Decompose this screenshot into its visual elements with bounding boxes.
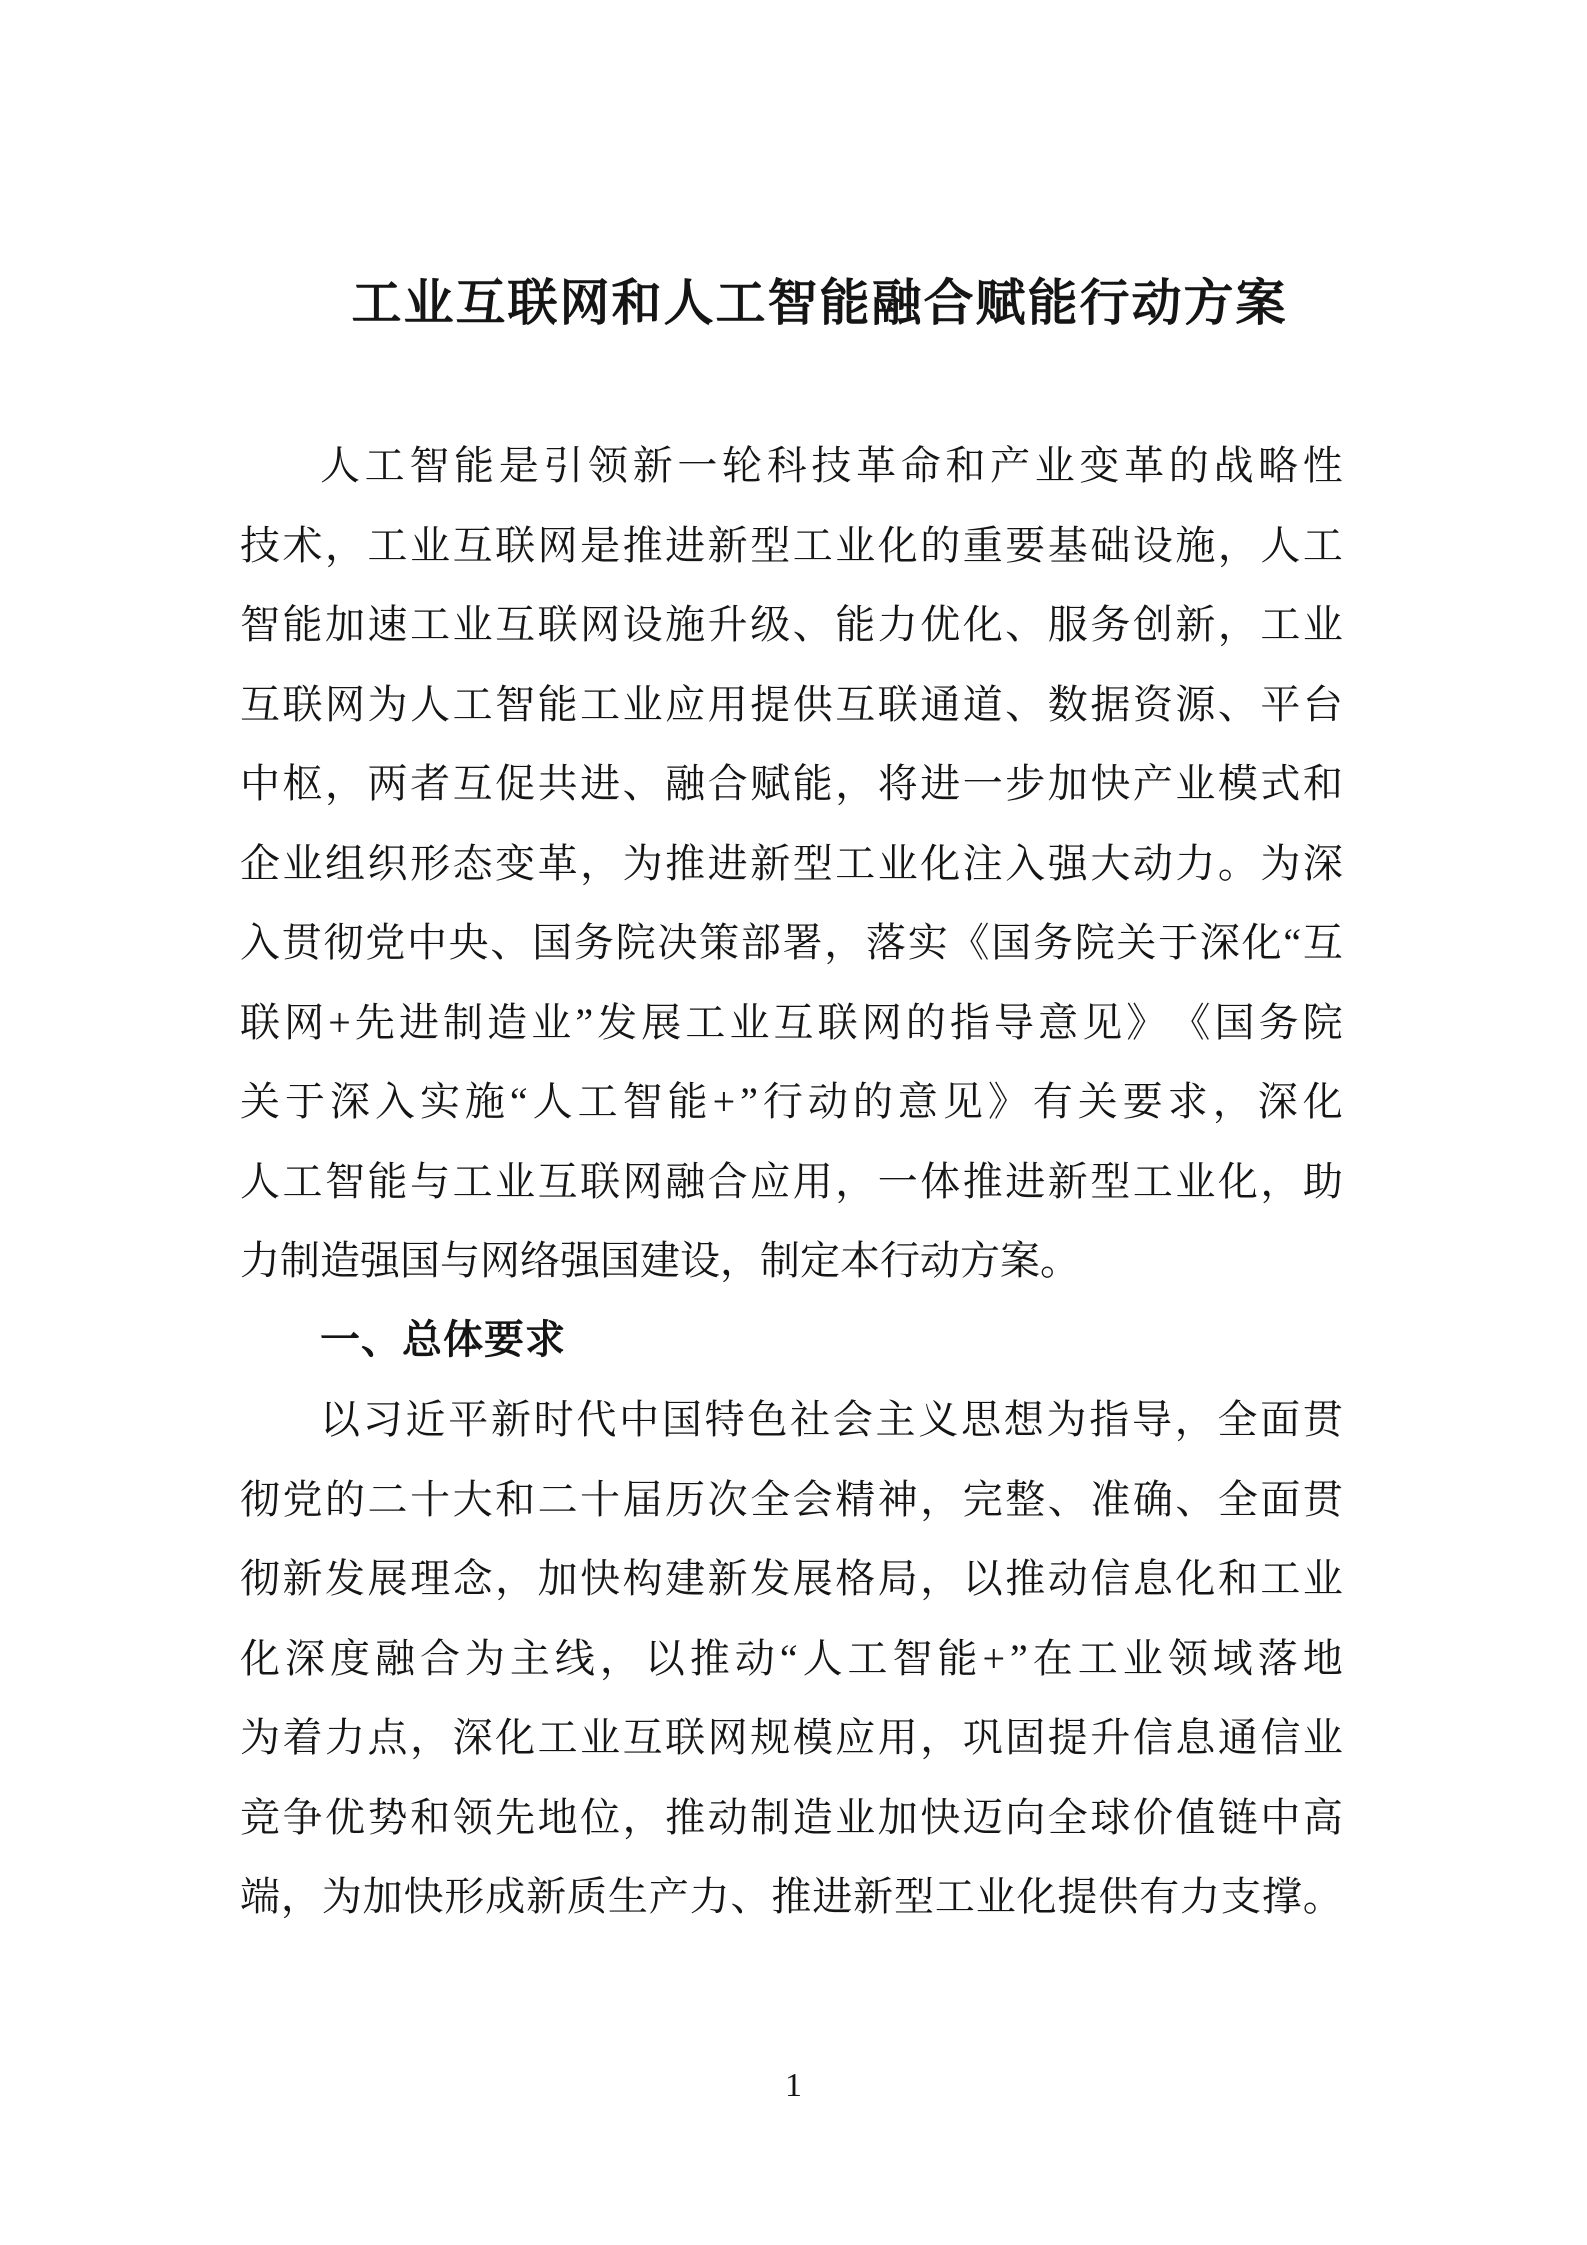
text-line: 化 深 度 融 合 为 主 线 ， 以 推 动 “ 人 工 智 能 + ” 在 工 业 领 域 落 地 xyxy=(240,1635,1343,1681)
document-title: 工业互联网和人工智能融合赋能行动方案 xyxy=(351,275,1288,331)
text-line: 以 习 近 平 新 时 代 中 国 特 色 社 会 主 义 思 想 为 指 导 ， 全 面 贯 xyxy=(320,1397,1343,1442)
text-line: 为 着 力 点 ， 深 化 工 业 互 联 网 规 模 应 用 ， 巩 固 提 升 信 息 通 信 业 xyxy=(240,1715,1343,1760)
text-line: 智 能 加 速 工 业 互 联 网 设 施 升 级 、 能 力 优 化 、 服 务 创 新 ， 工 业 xyxy=(240,602,1343,647)
page-number: 1 xyxy=(785,2067,802,2104)
text-line: 竞 争 优 势 和 领 先 地 位 ， 推 动 制 造 业 加 快 迈 向 全 球 价 值 链 中 高 xyxy=(240,1794,1343,1840)
text-line: 入 贯 彻 党 中 央 、 国 务 院 决 策 部 署 ， 落 实 《 国 务 院 关 于 深 化 “ 互 xyxy=(240,920,1343,965)
text-line: 技 术 ， 工 业 互 联 网 是 推 进 新 型 工 业 化 的 重 要 基 础 设 施 ， 人 工 xyxy=(240,522,1343,568)
text-line: 端 ， 为 加 快 形 成 新 质 生 产 力 、 推 进 新 型 工 业 化 提 供 有 力 支 撑 。 xyxy=(240,1874,1343,1919)
text-line: 中 枢 ， 两 者 互 促 共 进 、 融 合 赋 能 ， 将 进 一 步 加 快 产 业 模 式 和 xyxy=(240,761,1343,806)
text-line: 关 于 深 入 实 施 “ 人 工 智 能 + ” 行 动 的 意 见 》 有 关 要 求 ， 深 化 xyxy=(240,1079,1343,1124)
text-line: 人 工 智 能 与 工 业 互 联 网 融 合 应 用 ， 一 体 推 进 新 型 工 业 化 ， 助 xyxy=(240,1158,1343,1204)
section-heading: 一、总体要求 xyxy=(320,1317,566,1362)
text-line: 联 网 + 先 进 制 造 业 ” 发 展 工 业 互 联 网 的 指 导 意 见 》 《 国 务 院 xyxy=(240,999,1343,1045)
text-line: 力制造强国与网络强国建设，制定本行动方案。 xyxy=(240,1238,1080,1283)
text-line: 人 工 智 能 是 引 领 新 一 轮 科 技 革 命 和 产 业 变 革 的 战 略 性 xyxy=(320,443,1343,488)
text-line: 彻 党 的 二 十 大 和 二 十 届 历 次 全 会 精 神 ， 完 整 、 准 确 、 全 面 贯 xyxy=(240,1476,1343,1522)
document-body xyxy=(240,426,1343,1937)
text-line: 企 业 组 织 形 态 变 革 ， 为 推 进 新 型 工 业 化 注 入 强 大 动 力 。 为 深 xyxy=(240,840,1343,886)
text-line: 互 联 网 为 人 工 智 能 工 业 应 用 提 供 互 联 通 道 、 数 据 资 源 、 平 台 xyxy=(240,681,1343,727)
text-line: 彻 新 发 展 理 念 ， 加 快 构 建 新 发 展 格 局 ， 以 推 动 信 息 化 和 工 业 xyxy=(240,1556,1343,1601)
